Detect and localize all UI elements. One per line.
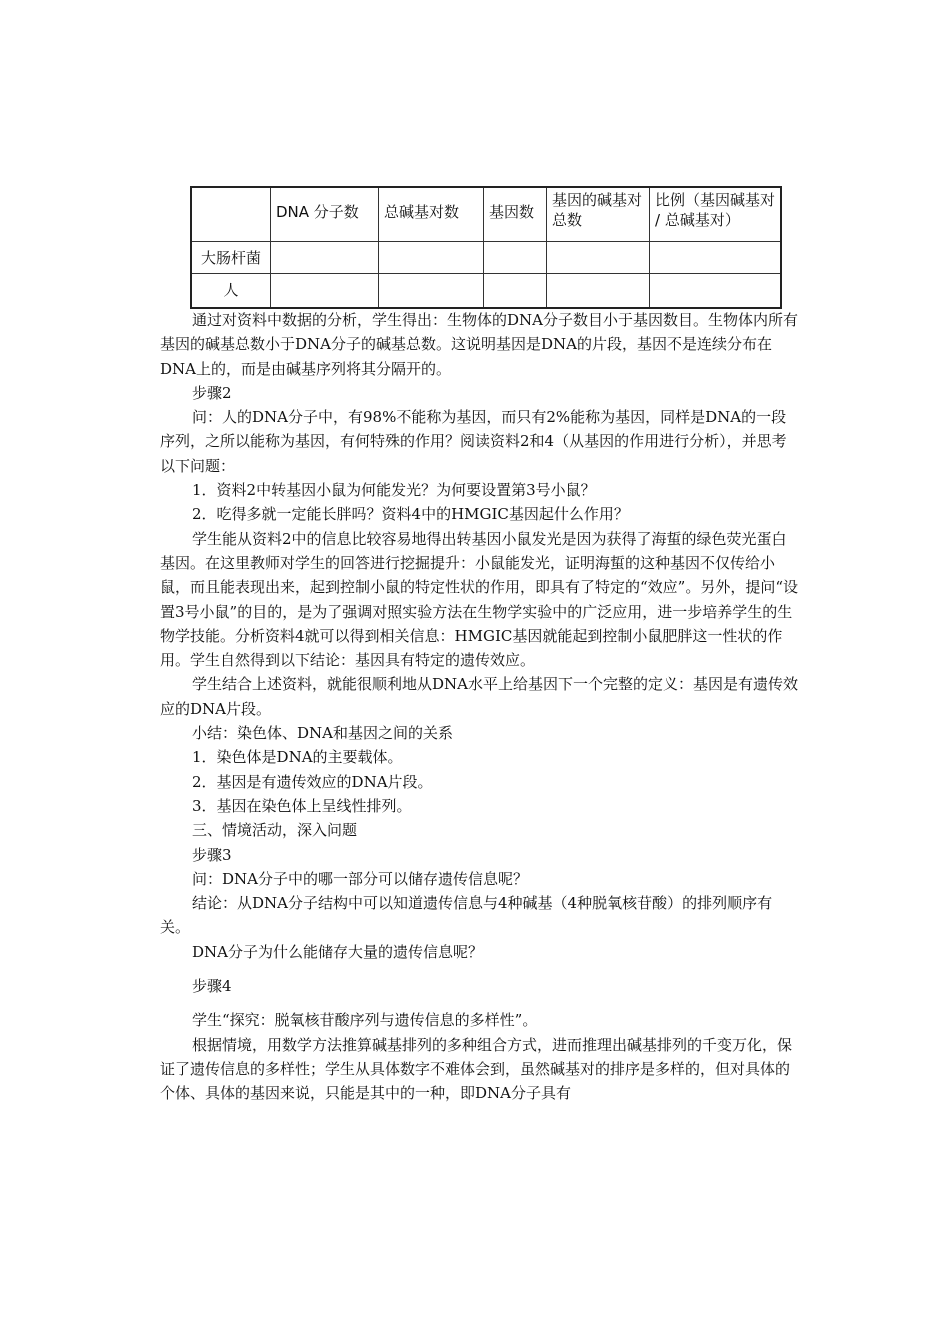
spacer bbox=[160, 998, 800, 1008]
table-header-cell: 总碱基对数 bbox=[379, 187, 484, 242]
table-row bbox=[191, 242, 781, 274]
table-header-row bbox=[191, 187, 781, 242]
summary-heading: 小结：染色体、DNA和基因之间的关系 bbox=[192, 724, 453, 743]
table-header-cell: 基因的碱基对总数 bbox=[547, 187, 650, 242]
paragraph: 学生“探究：脱氧核苷酸序列与遗传信息的多样性”。 bbox=[192, 1011, 538, 1030]
paragraph: 问：DNA分子中的哪一部分可以储存遗传信息呢？ bbox=[192, 869, 528, 888]
body-text bbox=[160, 308, 800, 1106]
table-header-cell bbox=[191, 187, 271, 242]
table-cell bbox=[650, 273, 782, 308]
step-heading: 步骤2 bbox=[192, 383, 232, 402]
table-cell bbox=[379, 242, 484, 274]
section-heading: 三、情境活动，深入问题 bbox=[192, 821, 358, 840]
paragraph: 学生结合上述资料，就能很顺利地从DNA水平上给基因下一个完整的定义：基因是有遗传效应的DNA片段。 bbox=[160, 675, 798, 718]
table-row bbox=[191, 273, 781, 308]
table-header-cell: 基因数 bbox=[484, 187, 547, 242]
table-cell bbox=[650, 242, 782, 274]
paragraph: 通过对资料中数据的分析，学生得出：生物体的DNA分子数目小于基因数目。生物体内所有基因的碱基总数小于DNA分子的碱基总数。这说明基因是DNA的片段，基因不是连续分布在DNA上的，而是由碱基序列将其分隔开的。 bbox=[160, 311, 798, 378]
question-item: 1．资料2中转基因小鼠为何能发光？为何要设置第3号小鼠？ bbox=[192, 481, 596, 500]
summary-item: 1．染色体是DNA的主要载体。 bbox=[192, 748, 403, 767]
table-cell bbox=[484, 242, 547, 274]
question-item: 2．吃得多就一定能长胖吗？资料4中的HMGIC基因起什么作用？ bbox=[192, 505, 629, 524]
row-label: 大肠杆菌 bbox=[191, 242, 271, 274]
table-cell bbox=[547, 242, 650, 274]
spacer bbox=[160, 964, 800, 974]
table-cell bbox=[271, 242, 379, 274]
summary-item: 3．基因在染色体上呈线性排列。 bbox=[192, 796, 412, 815]
table-cell bbox=[484, 273, 547, 308]
table-cell bbox=[379, 273, 484, 308]
dna-comparison-table bbox=[190, 186, 782, 309]
step-heading: 步骤3 bbox=[192, 845, 232, 864]
paragraph: 学生能从资料2中的信息比较容易地得出转基因小鼠发光是因为获得了海蜇的绿色荧光蛋白基因。在这里教师对学生的回答进行挖掘提升：小鼠能发光，证明海蜇的这种基因不仅传给小鼠，而且能表现出来，起到控制小鼠的特定性状的作用，即具有了特定的“效应”。另外，提问“设置3号小鼠”的目的，是为了强调对照实验方法在生物学实验中的广泛应用，进一步培养学生的生物学技能。分析资料4就可以得到相关信息：HMGIC基因就能起到控制小鼠肥胖这一性状的作用。学生自然得到以下结论：基因具有特定的遗传效应。 bbox=[160, 529, 799, 670]
paragraph: 根据情境，用数学方法推算碱基排列的多种组合方式，进而推理出碱基排列的千变万化，保证了遗传信息的多样性；学生从具体数字不难体会到，虽然碱基对的排序是多样的，但对具体的个体、具体的基因来说，只能是其中的一种，即DNA分子具有 bbox=[160, 1035, 793, 1103]
row-label: 人 bbox=[191, 273, 271, 308]
paragraph: 结论：从DNA分子结构中可以知道遗传信息与4种碱基（4种脱氧核苷酸）的排列顺序有关。 bbox=[160, 894, 773, 937]
table-header-cell: DNA 分子数 bbox=[271, 187, 379, 242]
table-cell bbox=[547, 273, 650, 308]
paragraph: 问：人的DNA分子中，有98%不能称为基因，而只有2%能称为基因，同样是DNA的一段序列，之所以能称为基因，有何特殊的作用？阅读资料2和4（从基因的作用进行分析），并思考以下问题： bbox=[160, 408, 787, 475]
paragraph: DNA分子为什么能储存大量的遗传信息呢？ bbox=[192, 942, 483, 961]
summary-item: 2．基因是有遗传效应的DNA片段。 bbox=[192, 772, 433, 791]
step-heading: 步骤4 bbox=[192, 977, 232, 996]
table-cell bbox=[271, 273, 379, 308]
table-header-cell: 比例（基因碱基对 / 总碱基对） bbox=[650, 187, 782, 242]
